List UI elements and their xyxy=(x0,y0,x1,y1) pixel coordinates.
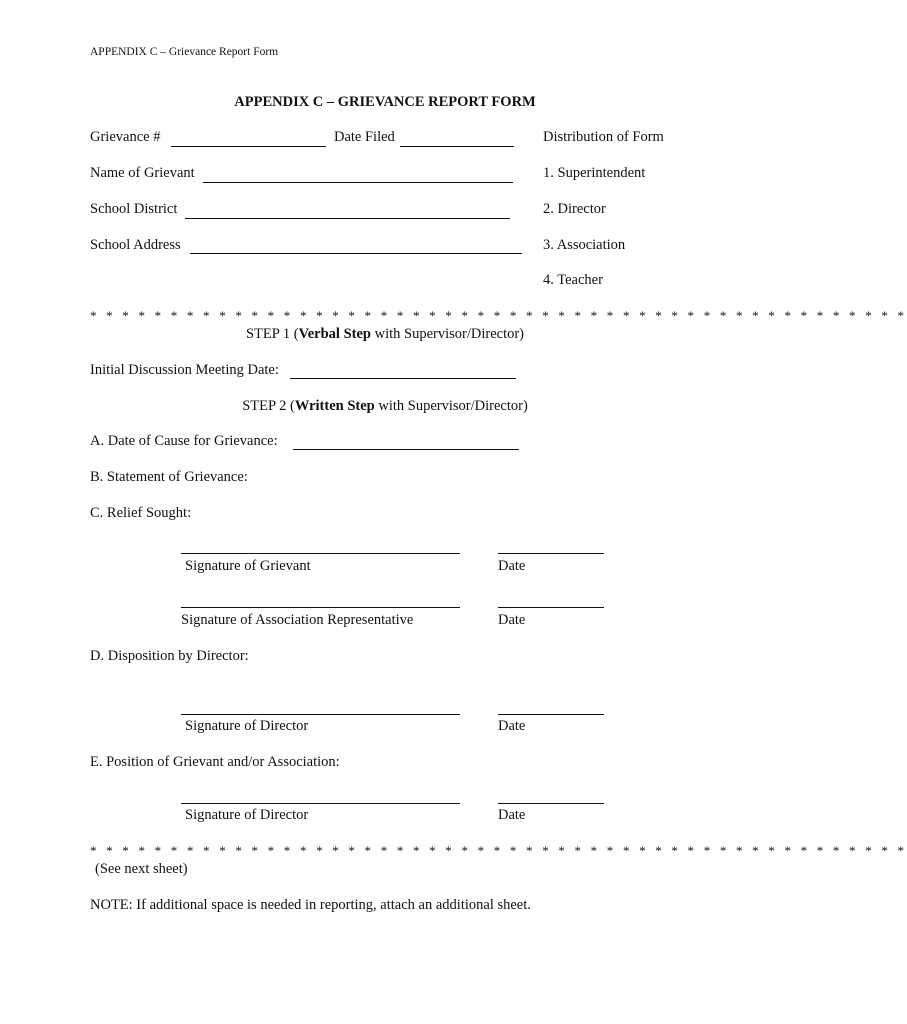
distribution-heading: Distribution of Form xyxy=(543,129,664,145)
statement-label: B. Statement of Grievance: xyxy=(90,469,248,485)
distribution-item: 2. Director xyxy=(543,201,606,217)
director-date-line[interactable] xyxy=(498,714,604,715)
grievant-signature-line[interactable] xyxy=(181,553,460,554)
date-label: Date xyxy=(498,612,526,628)
step1-heading: STEP 1 (Verbal Step with Supervisor/Director) xyxy=(245,326,525,342)
date-label: Date xyxy=(498,718,526,734)
cause-date-label: A. Date of Cause for Grievance: xyxy=(90,433,278,449)
date-filed-field[interactable] xyxy=(400,146,514,147)
grievant-date-line[interactable] xyxy=(498,553,604,554)
director-date-line-2[interactable] xyxy=(498,803,604,804)
director-signature-line[interactable] xyxy=(181,714,460,715)
grievance-number-field[interactable] xyxy=(171,146,326,147)
school-district-label: School District xyxy=(90,201,178,217)
grievant-name-field[interactable] xyxy=(203,182,513,183)
date-label: Date xyxy=(498,807,526,823)
cause-date-field[interactable] xyxy=(293,449,519,450)
association-signature-line[interactable] xyxy=(181,607,460,608)
running-header: APPENDIX C – Grievance Report Form xyxy=(90,46,279,58)
step2-heading: STEP 2 (Written Step with Supervisor/Director) xyxy=(242,398,528,414)
grievant-signature-label: Signature of Grievant xyxy=(185,558,311,574)
grievant-name-label: Name of Grievant xyxy=(90,165,195,181)
distribution-item: 1. Superintendent xyxy=(543,165,646,181)
association-date-line[interactable] xyxy=(498,607,604,608)
meeting-date-field[interactable] xyxy=(290,378,516,379)
association-signature-label: Signature of Association Representative xyxy=(181,612,414,628)
school-district-field[interactable] xyxy=(185,218,510,219)
note-text: NOTE: If additional space is needed in reporting, attach an additional sheet. xyxy=(90,897,531,913)
director-signature-label: Signature of Director xyxy=(185,718,309,734)
separator-stars: * * * * * * * * * * * * * * * * * * * * * * * * * * * * * * * * * * * * * * * * * * * * * * * * * * * xyxy=(90,843,907,858)
date-filed-label: Date Filed xyxy=(334,129,395,145)
school-address-label: School Address xyxy=(90,237,181,253)
school-address-field[interactable] xyxy=(190,253,522,254)
meeting-date-label: Initial Discussion Meeting Date: xyxy=(90,362,279,378)
grievance-number-label: Grievance # xyxy=(90,129,161,145)
director-signature-label-2: Signature of Director xyxy=(185,807,309,823)
position-label: E. Position of Grievant and/or Association: xyxy=(90,754,340,770)
separator-stars: * * * * * * * * * * * * * * * * * * * * * * * * * * * * * * * * * * * * * * * * * * * * * * * * * * * xyxy=(90,308,907,323)
form-title: APPENDIX C – GRIEVANCE REPORT FORM xyxy=(234,94,536,110)
disposition-label: D. Disposition by Director: xyxy=(90,648,249,664)
director-signature-line-2[interactable] xyxy=(181,803,460,804)
distribution-item: 4. Teacher xyxy=(543,272,603,288)
relief-sought-label: C. Relief Sought: xyxy=(90,505,192,521)
distribution-item: 3. Association xyxy=(543,237,626,253)
date-label: Date xyxy=(498,558,526,574)
see-next-sheet: (See next sheet) xyxy=(95,861,188,877)
